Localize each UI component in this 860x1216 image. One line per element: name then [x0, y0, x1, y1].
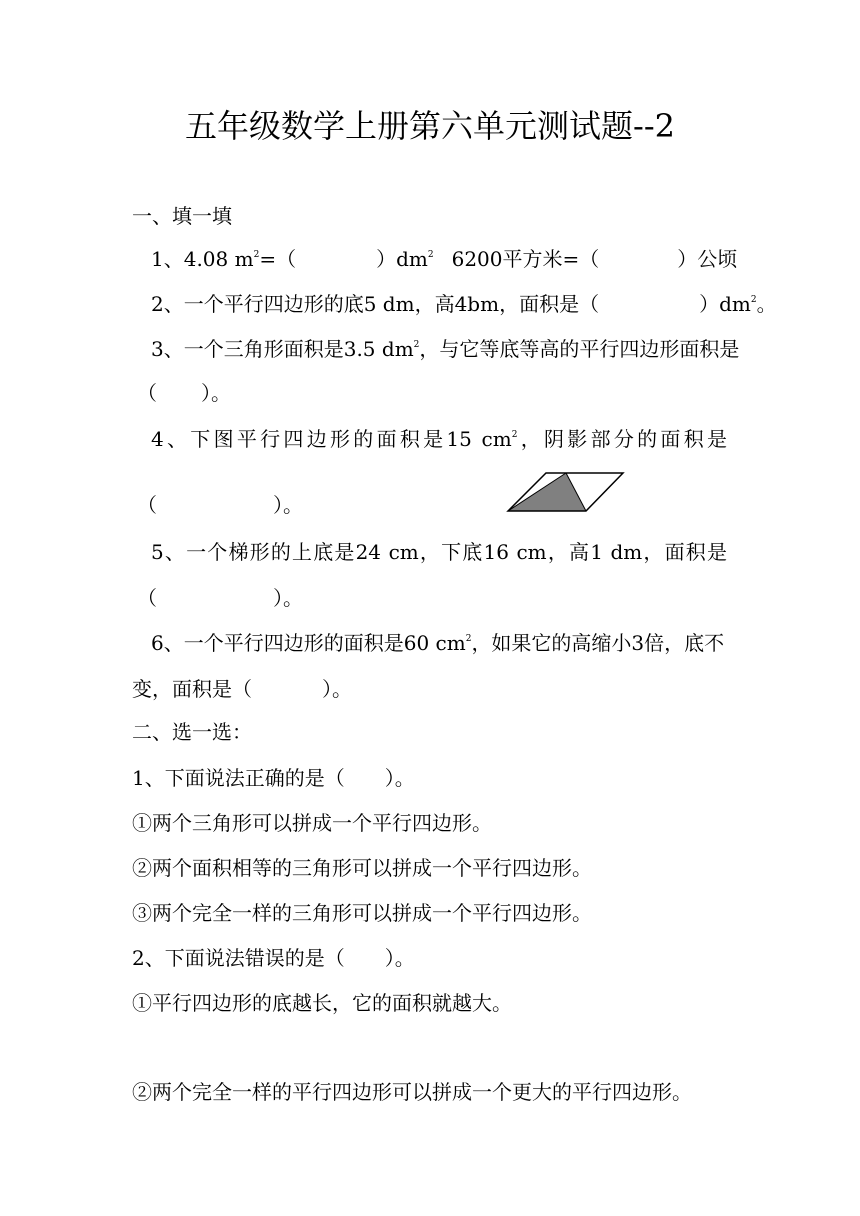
option: ③两个完全一样的三角形可以拼成一个平行四边形。: [132, 901, 592, 925]
question-1-4: 4、下图平行四边形的面积是15 $cm^2$，阴影部分的面积是: [151, 427, 728, 451]
question-1-4-answer: （ ）。: [137, 493, 303, 517]
question-1-6: 6、一个平行四边形的面积是60 $cm^2$，如果它的高缩小3倍，底不: [151, 631, 725, 655]
option: ①平行四边形的底越长，它的面积就越大。: [132, 991, 512, 1015]
option: ②两个完全一样的平行四边形可以拼成一个更大的平行四边形。: [132, 1080, 692, 1104]
page-title: 五年级数学上册第六单元测试题--2: [185, 107, 675, 145]
shaded-triangle: [508, 473, 586, 511]
question-1-3-answer: （ ）。: [137, 381, 231, 405]
section-heading-fill: 一、填一填: [132, 204, 232, 228]
section-heading-choose: 二、选一选：: [132, 720, 252, 744]
question-2-2: 2、下面说法错误的是（ ）。: [132, 946, 415, 970]
question-1-5: 5、一个梯形的上底是24 cm，下底16 cm，高1 dm，面积是: [151, 540, 727, 564]
parallelogram-figure: [506, 470, 626, 514]
question-1-1: 1、4.08 $m^2=$（ ）$dm^2$ 6200平方米=（ ）公顷: [151, 247, 738, 271]
question-1-3: 3、一个三角形面积是3.5 $dm^2$，与它等底等高的平行四边形面积是: [151, 337, 740, 361]
question-1-5-answer: （ ）。: [137, 586, 303, 610]
option: ②两个面积相等的三角形可以拼成一个平行四边形。: [132, 856, 592, 880]
question-2-1: 1、下面说法正确的是（ ）。: [132, 766, 415, 790]
question-1-6-answer: 变，面积是（ ）。: [132, 677, 352, 701]
option: ①两个三角形可以拼成一个平行四边形。: [132, 811, 492, 835]
question-1-2: 2、一个平行四边形的底5 dm，高4bm，面积是（ ）$dm^2$。: [151, 292, 777, 316]
